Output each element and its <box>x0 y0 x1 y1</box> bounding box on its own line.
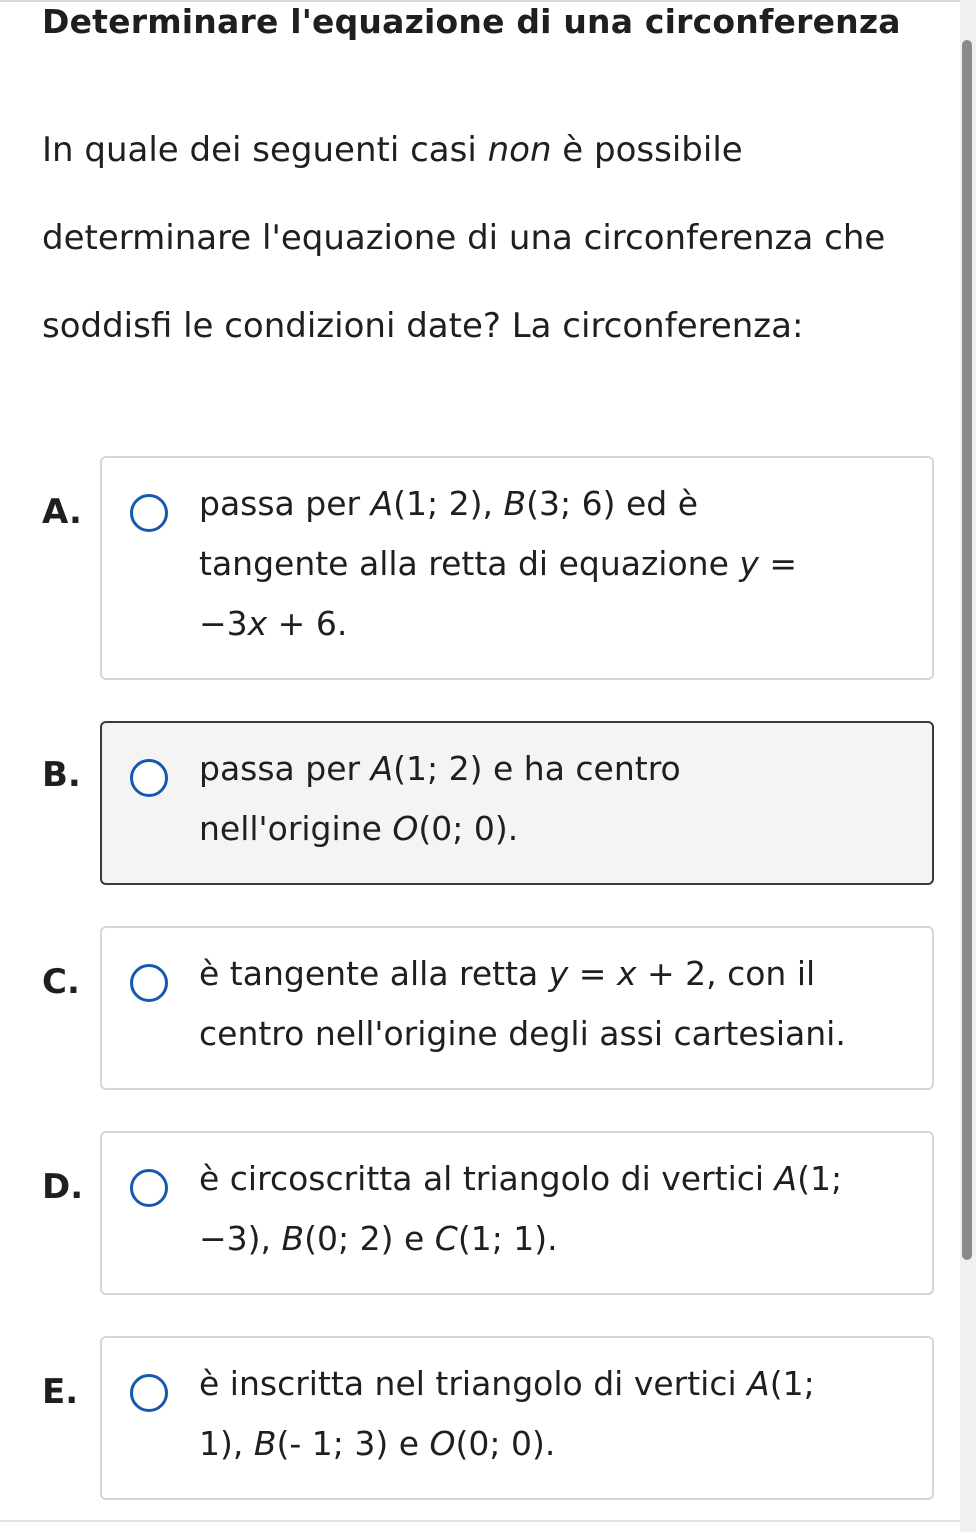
scrollbar-thumb[interactable] <box>962 40 972 1260</box>
option-card[interactable] <box>100 721 934 885</box>
option-card[interactable] <box>100 456 934 680</box>
option-card[interactable] <box>100 1336 934 1500</box>
option-letter: A. <box>42 492 82 532</box>
option-text: è tangente alla retta y = x + 2, con il centro nell'origine degli assi cartesiani. <box>199 954 846 1053</box>
option-card[interactable] <box>100 926 934 1090</box>
option-text: passa per A(1; 2) e ha centro nell'origine O(0; 0). <box>199 749 681 848</box>
option-letter: E. <box>42 1372 79 1412</box>
option-letter: C. <box>42 962 80 1002</box>
radio-button[interactable] <box>130 1374 168 1412</box>
question-line-3: soddisfi le condizioni date? La circonferenza: <box>42 306 804 346</box>
question-line-1: In quale dei seguenti casi non è possibile <box>42 130 743 170</box>
bottom-divider <box>0 1520 960 1522</box>
radio-button[interactable] <box>130 1169 168 1207</box>
option-card[interactable] <box>100 1131 934 1295</box>
option-letter: D. <box>42 1167 84 1207</box>
radio-button[interactable] <box>130 964 168 1002</box>
option-letter: B. <box>42 755 81 795</box>
emphasis-non: non <box>487 130 552 170</box>
question-line-2: determinare l'equazione di una circonferenza che <box>42 218 886 258</box>
option-text: è inscritta nel triangolo di vertici A(1; 1), B(- 1; 3) e O(0; 0). <box>199 1364 815 1463</box>
radio-button[interactable] <box>130 494 168 532</box>
page-title: Determinare l'equazione di una circonferenza <box>42 2 901 41</box>
radio-button[interactable] <box>130 759 168 797</box>
option-text: passa per A(1; 2), B(3; 6) ed è tangente alla retta di equazione y = −3x + 6. <box>199 484 798 643</box>
option-text: è circoscritta al triangolo di vertici A(1; −3), B(0; 2) e C(1; 1). <box>199 1159 843 1258</box>
